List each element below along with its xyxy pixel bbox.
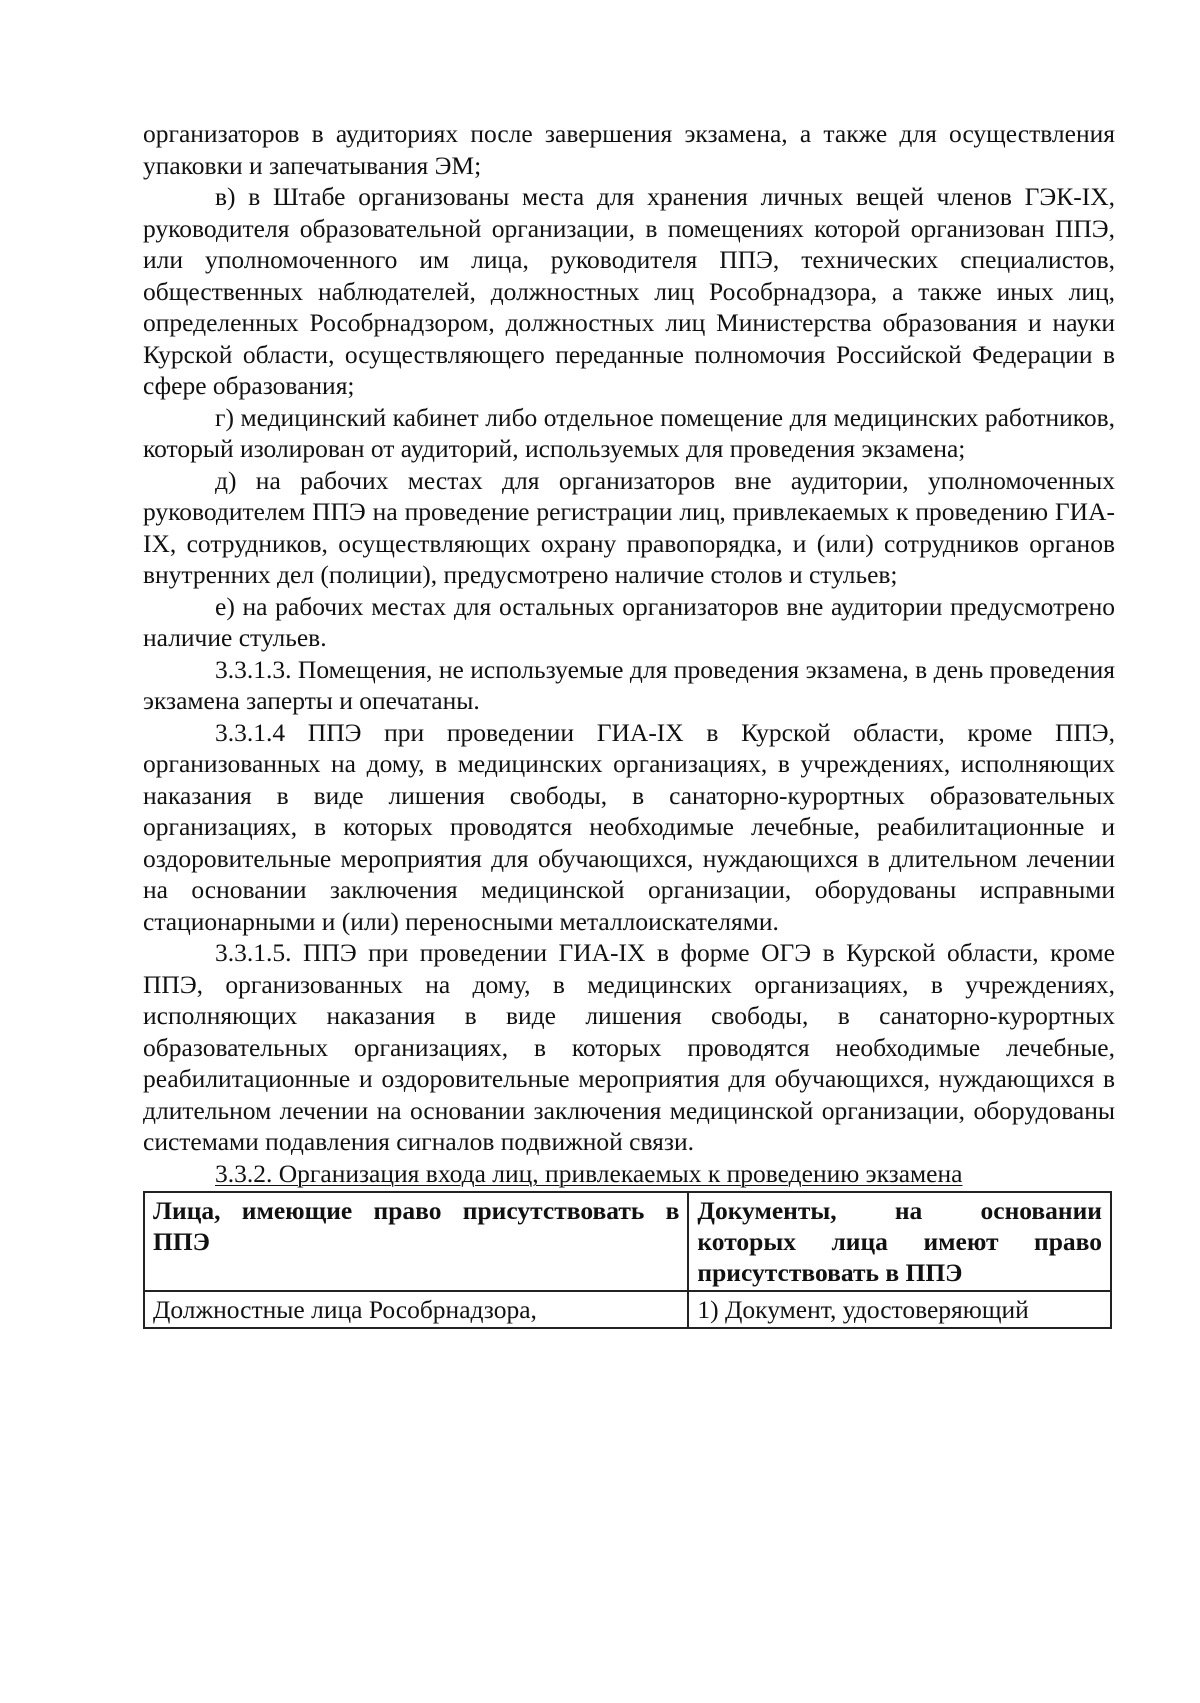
paragraph-3: д) на рабочих местах для организаторов вне аудитории, уполномоченных руководителем ППЭ на проведение регистрации лиц, привлекаемых к проведению ГИА-IX, сотрудников, осуществляющих охрану правопорядка, и (или) сотрудников органов внутренних дел (полиции), предусмотрено наличие столов и стульев;	[143, 465, 1115, 589]
paragraph-7: 3.3.1.5. ППЭ при проведении ГИА-IX в форме ОГЭ в Курской области, кроме ППЭ, организованных на дому, в медицинских организациях, в учреждениях, исполняющих наказания в виде лишения свободы, в санаторно-курортных образовательных организациях, в которых проводятся необходимые лечебные, реабилитационные и оздоровительные мероприятия для обучающихся, нуждающихся в длительном лечении на основании заключения медицинской организации, оборудованы системами подавления сигналов подвижной связи.	[143, 938, 1115, 1156]
table-header-persons: Лица, имеющие право присутствовать в ППЭ	[144, 1192, 688, 1291]
table-cell-documents: 1) Документ, удостоверяющий	[688, 1291, 1111, 1328]
entry-documents-table	[143, 1191, 1112, 1329]
table-header-row	[144, 1192, 1111, 1291]
table-cell-persons: Должностные лица Рособрнадзора,	[144, 1291, 688, 1328]
paragraph-4: е) на рабочих местах для остальных организаторов вне аудитории предусмотрено наличие стульев.	[143, 591, 1115, 652]
table-caption: 3.3.2. Организация входа лиц, привлекаемых к проведению экзамена	[215, 1158, 963, 1188]
paragraph-1: в) в Штабе организованы места для хранения личных вещей членов ГЭК-IX, руководителя образовательной организации, в помещениях которой организован ППЭ, или уполномоченного им лица, руководителя ППЭ, технических специалистов, общественных наблюдателей, должностных лиц Рособрнадзора, а также иных лиц, определенных Рособрнадзором, должностных лиц Министерства образования и науки Курской области, осуществляющего переданные полномочия Российской Федерации в сфере образования;	[143, 182, 1115, 400]
paragraph-6: 3.3.1.4 ППЭ при проведении ГИА-IX в Курской области, кроме ППЭ, организованных на дому, в медицинских организациях, в учреждениях, исполняющих наказания в виде лишения свободы, в санаторно-курортных образовательных организациях, в которых проводятся необходимые лечебные, реабилитационные и оздоровительные мероприятия для обучающихся, нуждающихся в длительном лечении на основании заключения медицинской организации, оборудованы исправными стационарными и (или) переносными металлоискателями.	[143, 717, 1115, 936]
table-row	[144, 1291, 1111, 1328]
paragraph-5: 3.3.1.3. Помещения, не используемые для проведения экзамена, в день проведения экзамена заперты и опечатаны.	[143, 654, 1115, 715]
table-header-documents: Документы, на основании которых лица имеют право присутствовать в ППЭ	[688, 1192, 1111, 1291]
paragraph-2: г) медицинский кабинет либо отдельное помещение для медицинских работников, который изолирован от аудиторий, используемых для проведения экзамена;	[143, 402, 1115, 463]
paragraph-0: организаторов в аудиториях после завершения экзамена, а также для осуществления упаковки и запечатывания ЭМ;	[143, 119, 1115, 180]
document-page	[143, 118, 1115, 1329]
